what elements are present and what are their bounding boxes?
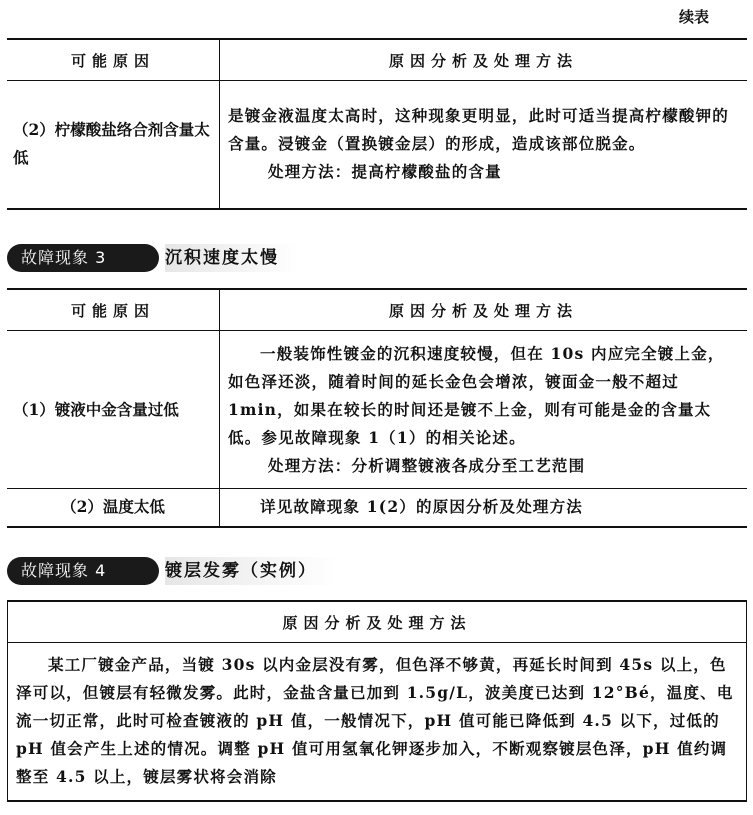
- cause-cell: （1）镀液中金含量过低: [7, 331, 220, 489]
- cause-cell: （2）柠檬酸盐络合剂含量太低: [7, 81, 220, 209]
- continued-label: 续表: [678, 8, 709, 26]
- header-analysis: 原因分析及处理方法: [220, 39, 748, 81]
- fault-title: 镀层发雾（实例）: [165, 557, 337, 585]
- analysis-cell: [220, 81, 748, 209]
- fault-title: 沉积速度太慢: [165, 244, 299, 272]
- analysis-text: 是镀金液温度太高时，这种现象更明显，此时可适当提高柠檬酸钾的含量。浸镀金（置换镀金层）的形成，造成该部位脱金。: [228, 106, 730, 154]
- analysis-cell: 某工厂镀金产品，当镀 30s 以内金层没有雾，但色泽不够黄，再延长时间到 45s 以上，色泽可以，但镀层有轻微发雾。此时，金盐含量已加到 1.5g/L，波美度已达到 12°Bé，温度、电流一切正常，此时可检查镀液的 pH 值，一般情况下，pH 值可能已降低到 4.5 以下，过低的 pH 值会产生上述的情况。调整 pH 值可用氢氧化钾逐步加入，不断观察镀层色泽，pH 值约调整至 4.5 以上，镀层雾状将会消除: [8, 643, 747, 801]
- analysis-text: 一般装饰性镀金的沉积速度较慢，但在 10s 内应完全镀上金，如色泽还淡，随着时间的延长金色会增浓，镀面金一般不超过 1min，如果在较长的时间还是镀不上金，则有可能是金的含量太低。参见故障现象 1（1）的相关论述。: [228, 343, 725, 447]
- header-analysis: 原因分析及处理方法: [220, 289, 748, 331]
- treatment-method: 处理方法：提高柠檬酸盐的含量: [268, 162, 502, 182]
- analysis-cell: [220, 331, 748, 489]
- treatment-method: 处理方法：分析调整镀液各成分至工艺范围: [268, 455, 586, 475]
- fault-tag: 故障现象 4: [7, 557, 149, 585]
- fault-table-3: [7, 288, 747, 528]
- header-analysis: 原因分析及处理方法: [8, 601, 747, 643]
- fault-table-continued: [7, 38, 747, 210]
- fault-table-4: [7, 600, 747, 802]
- header-cause: 可能原因: [7, 289, 220, 331]
- analysis-cell: 详见故障现象 1(2）的原因分析及处理方法: [220, 489, 748, 527]
- fault-tag: 故障现象 3: [7, 244, 149, 272]
- header-cause: 可能原因: [7, 39, 220, 81]
- cause-cell: （2）温度太低: [7, 489, 220, 527]
